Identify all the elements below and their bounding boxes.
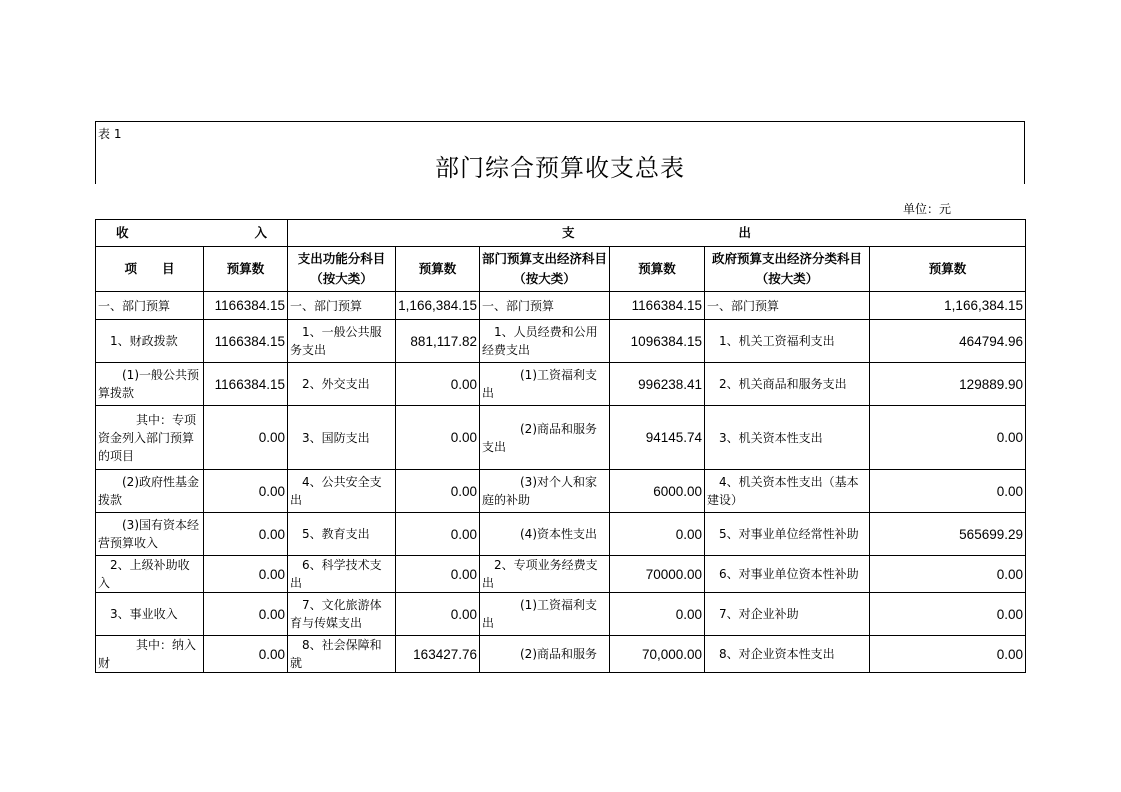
table-row: 1、财政拨款 1166384.15 1、一般公共服务支出 881,117.82 1、人员经费和公用经费支出 1096384.15 1、机关工资福利支出 464794.96 xyxy=(96,320,1026,363)
table-row: (3)国有资本经营预算收入 0.00 5、教育支出 0.00 (4)资本性支出 0.00 5、对事业单位经常性补助 565699.29 xyxy=(96,513,1026,556)
table-row: (1)一般公共预算拨款 1166384.15 2、外交支出 0.00 (1)工资福利支出 996238.41 2、机关商品和服务支出 129889.90 xyxy=(96,363,1026,406)
column-header-row xyxy=(96,247,1026,292)
income-group-header: 收 入 xyxy=(96,220,288,247)
col-dept-econ-subject: 部门预算支出经济科目（按大类） xyxy=(480,247,610,292)
col-budget-2: 预算数 xyxy=(396,247,480,292)
expense-group-header: 支 出 xyxy=(288,220,1026,247)
unit-label: 单位：元 xyxy=(903,202,952,216)
col-budget-1: 预算数 xyxy=(204,247,288,292)
page-title: 部门综合预算收支总表 xyxy=(435,154,685,182)
table-row: 一、部门预算 1166384.15 一、部门预算 1,166,384.15 一、部门预算 1166384.15 一、部门预算 1,166,384.15 xyxy=(96,292,1026,320)
table-row: 其中：纳入财 0.00 8、社会保障和就 163427.76 (2)商品和服务 70,000.00 8、对企业资本性支出 0.00 xyxy=(96,636,1026,673)
col-func-subject: 支出功能分科目（按大类） xyxy=(288,247,396,292)
table-row: (2)政府性基金拨款 0.00 4、公共安全支出 0.00 (3)对个人和家庭的补助 6000.00 4、机关资本性支出（基本建设） 0.00 xyxy=(96,470,1026,513)
table-row: 2、上级补助收入 0.00 6、科学技术支出 0.00 2、专项业务经费支出 70000.00 6、对事业单位资本性补助 0.00 xyxy=(96,556,1026,593)
col-budget-3: 预算数 xyxy=(610,247,705,292)
col-gov-econ-subject: 政府预算支出经济分类科目（按大类） xyxy=(705,247,870,292)
table-row: 其中：专项资金列入部门预算的项目 0.00 3、国防支出 0.00 (2)商品和服务支出 94145.74 3、机关资本性支出 0.00 xyxy=(96,406,1026,470)
col-budget-4: 预算数 xyxy=(870,247,1026,292)
table-row: 3、事业收入 0.00 7、文化旅游体育与传媒支出 0.00 (1)工资福利支出 0.00 7、对企业补助 0.00 xyxy=(96,593,1026,636)
group-header-row xyxy=(96,220,1026,247)
col-item: 项 目 xyxy=(96,247,204,292)
table-tag: 表 1 xyxy=(98,127,122,141)
budget-table xyxy=(95,219,1026,673)
title-box xyxy=(95,121,1025,184)
